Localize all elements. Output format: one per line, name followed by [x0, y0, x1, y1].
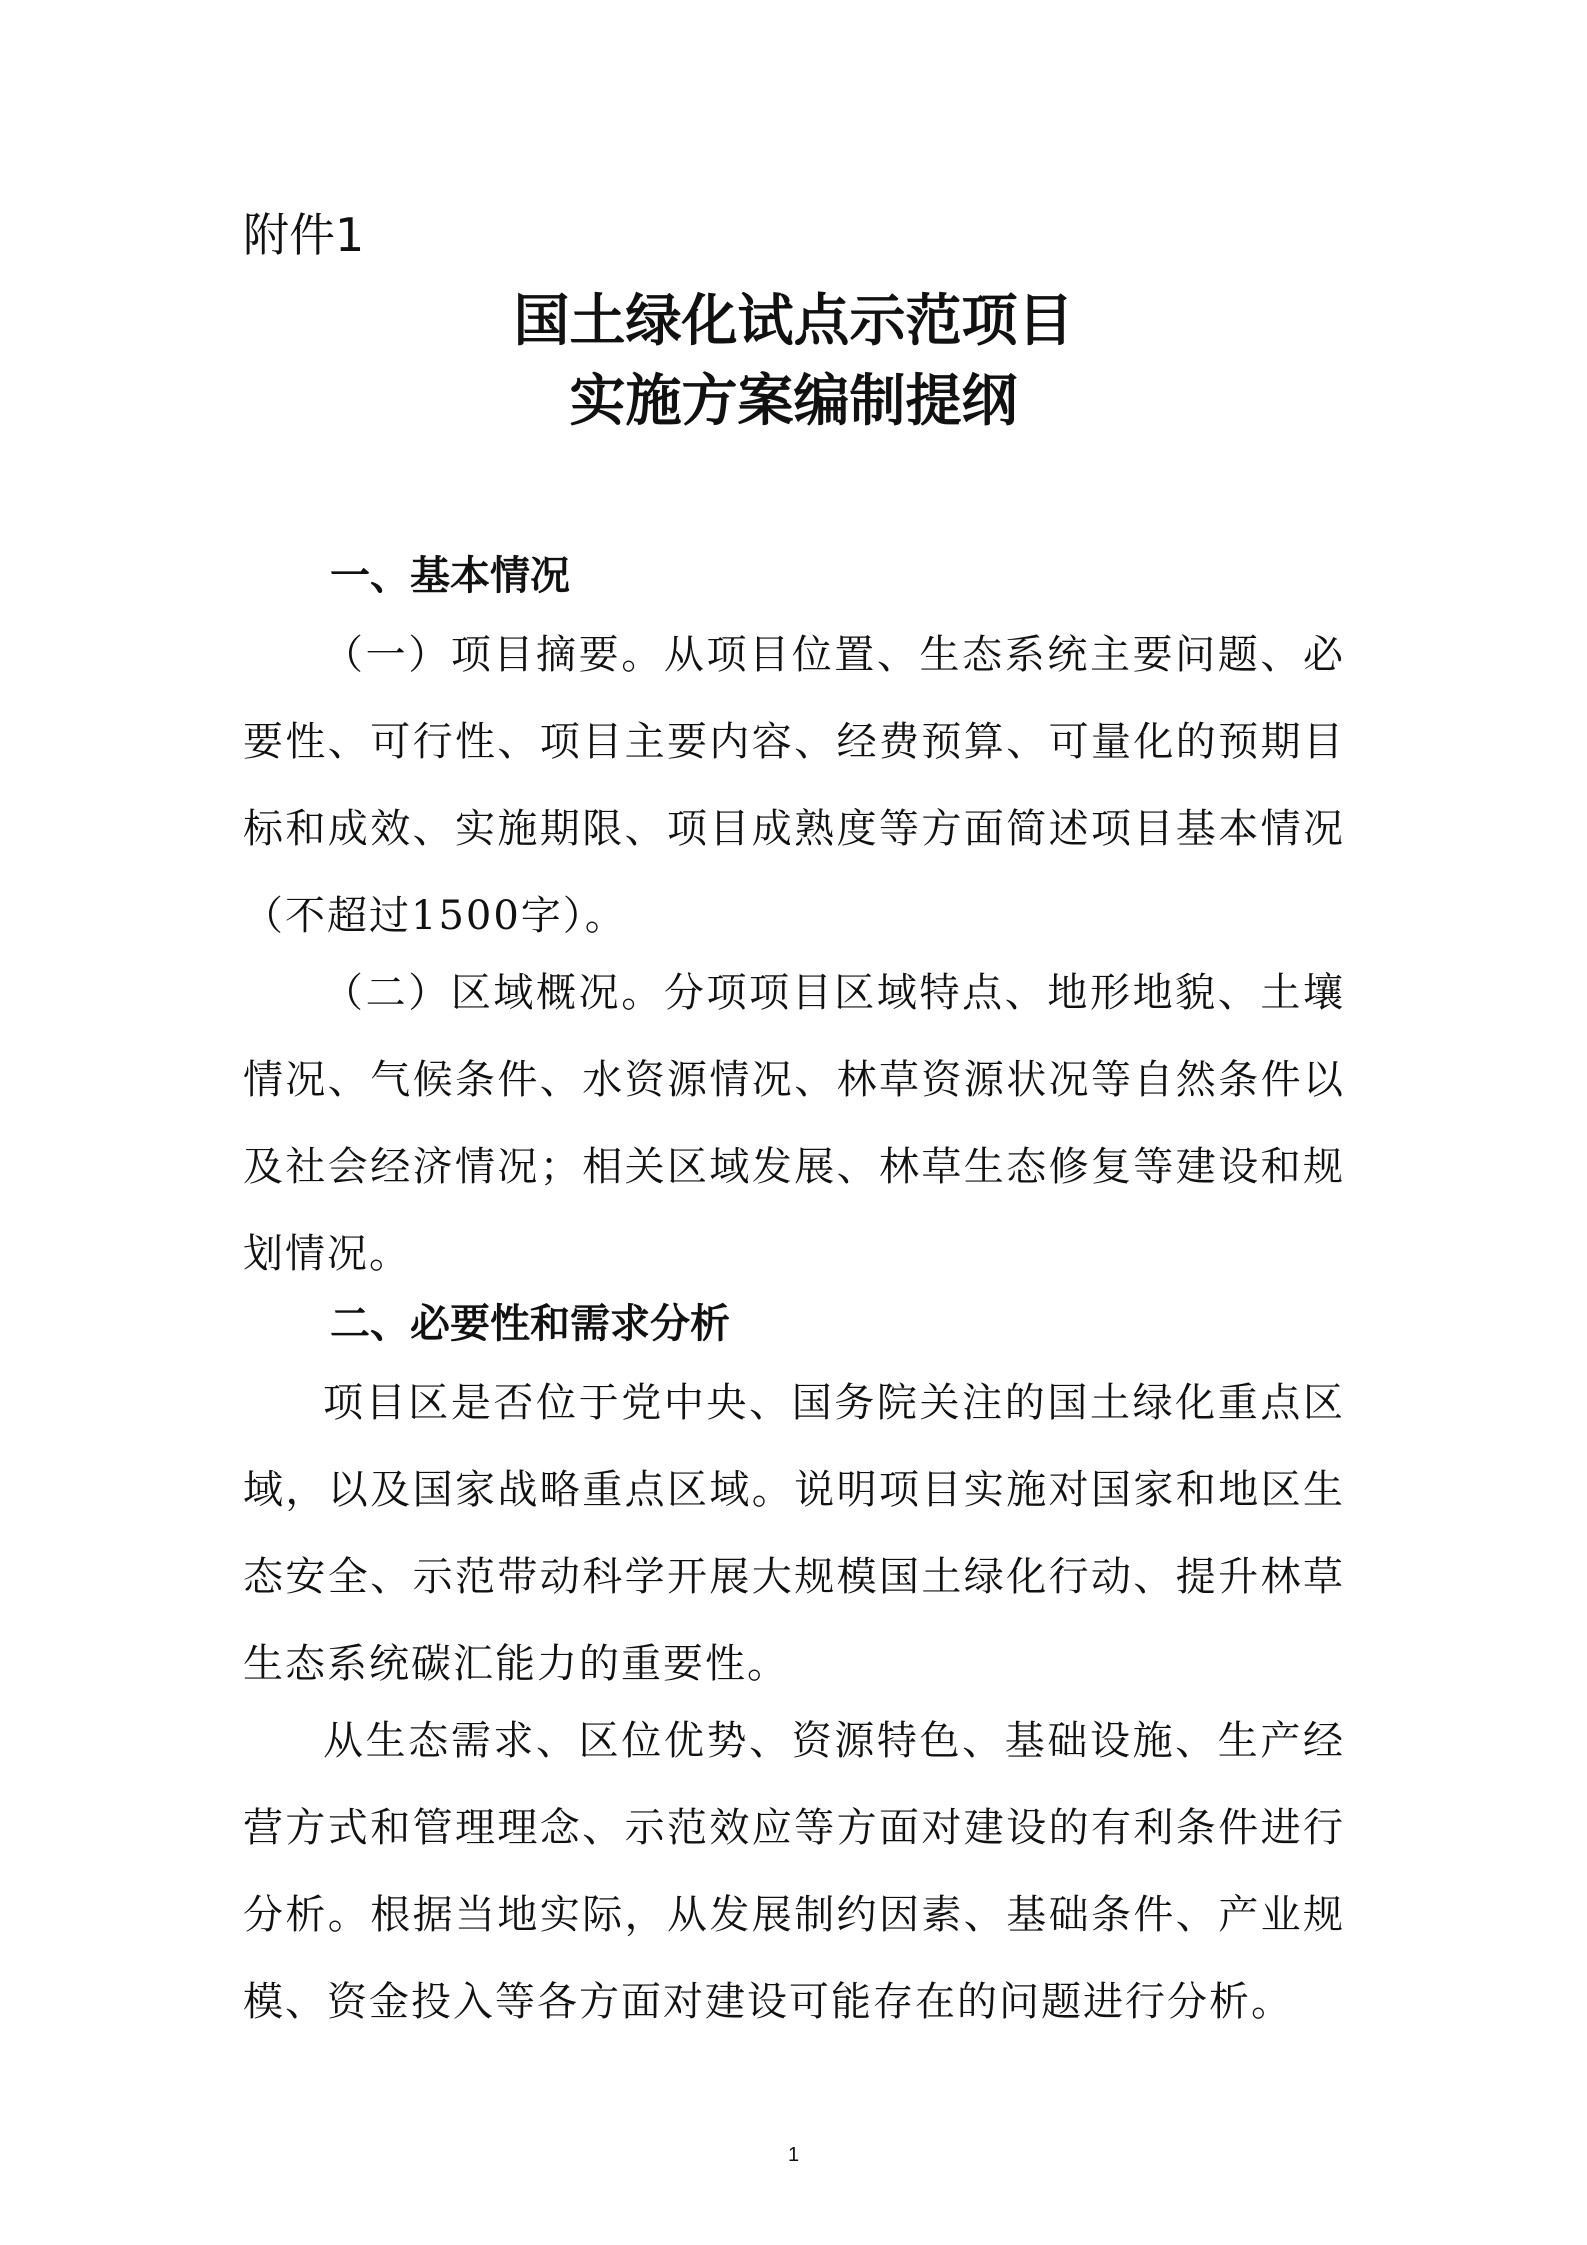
- document-title-line1: 国土绿化试点示范项目: [513, 288, 1074, 354]
- page-number: 1: [787, 2144, 800, 2166]
- paragraph-necessity-1: 项目区是否位于党中央、国务院关注的国土绿化重点区域，以及国家战略重点区域。说明项目实施对国家和地区生态安全、示范带动科学开展大规模国土绿化行动、提升林草生态系统碳汇能力的重要性。: [243, 1380, 1345, 1687]
- section-heading-necessity: 二、必要性和需求分析: [330, 1301, 730, 1347]
- document-title-line2: 实施方案编制提纲: [569, 368, 1018, 434]
- paragraph-region-overview: [243, 950, 1345, 1298]
- paragraph-lead: （一）项目摘要。: [323, 632, 664, 678]
- attachment-label: 附件1: [243, 208, 365, 262]
- section-heading-basic-info: 一、基本情况: [330, 553, 570, 599]
- paragraph-lead: （二）区域概况。: [323, 970, 664, 1016]
- paragraph-body: 分项项目区域特点、地形地貌、土壤情况、气候条件、水资源情况、林草资源状况等自然条件以及社会经济情况；相关区域发展、林草生态修复等建设和规划情况。: [243, 970, 1346, 1277]
- paragraph-necessity-2: 从生态需求、区位优势、资源特色、基础设施、生产经营方式和管理理念、示范效应等方面对建设的有利条件进行分析。根据当地实际，从发展制约因素、基础条件、产业规模、资金投入等各方面对建设可能存在的问题进行分析。: [243, 1718, 1345, 2025]
- paragraph-project-summary: [243, 612, 1345, 960]
- paragraph-body: 从项目位置、生态系统主要问题、必要性、可行性、项目主要内容、经费预算、可量化的预期目标和成效、实施期限、项目成熟度等方面简述项目基本情况（不超过1500字）。: [243, 632, 1346, 939]
